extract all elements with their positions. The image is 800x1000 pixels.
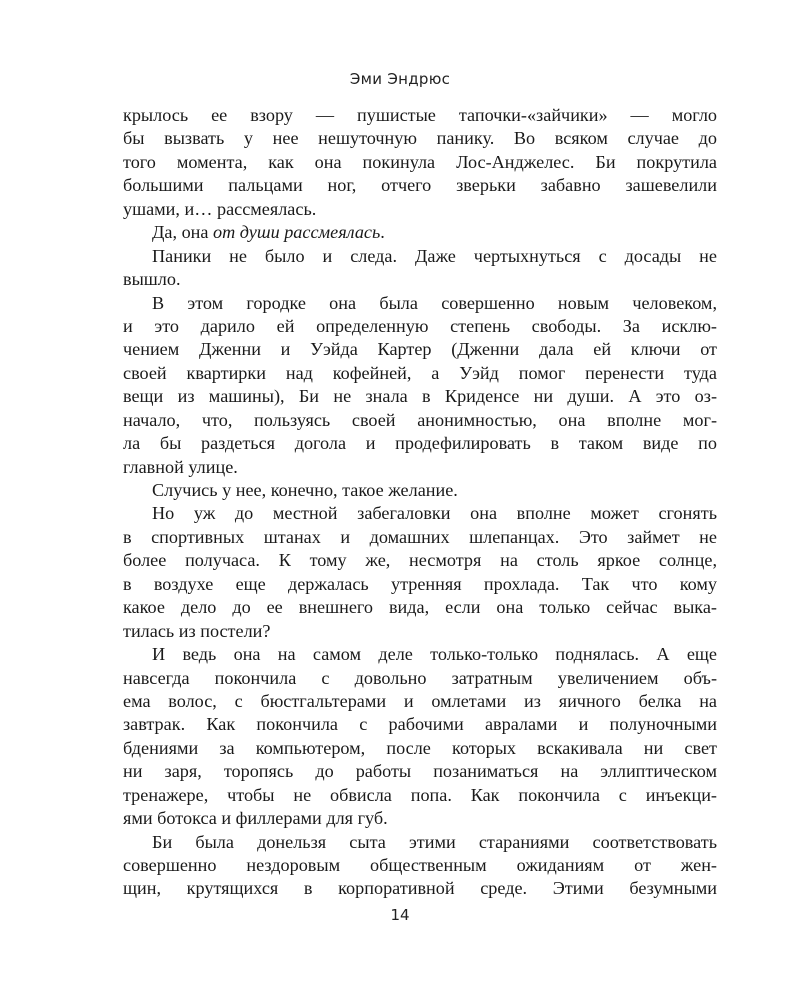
running-head: Эми Эндрюс xyxy=(349,70,451,88)
text-line xyxy=(123,784,717,807)
text-line xyxy=(123,151,717,174)
text-line-content: Но уж до местной забегаловки она вполне может сгонять xyxy=(152,503,717,524)
text-line-content: Паники не было и следа. Даже чертыхнуться с досады не xyxy=(152,245,717,266)
text-line-content: ла бы раздеться догола и продефилировать в таком виде по xyxy=(123,433,717,454)
text-line xyxy=(123,198,717,221)
text-line-content: вещи из машины), Би не знала в Криденсе ни души. А это оз- xyxy=(123,386,717,407)
text-line xyxy=(123,409,717,432)
text-line-content: бдениями за компьютером, после которых вскакивала ни свет xyxy=(123,737,717,758)
text-line xyxy=(123,596,717,619)
text-line xyxy=(123,362,717,385)
text-line-content: завтрак. Как покончила с рабочими авралами и полуночными xyxy=(123,714,717,735)
text-line xyxy=(123,807,717,830)
text-line xyxy=(123,549,717,572)
text-line xyxy=(123,174,717,197)
text-line xyxy=(123,338,717,361)
text-line-content: своей квартирки над кофейней, а Уэйд помог перенести туда xyxy=(123,362,717,383)
text-line-content: ушами, и… рассмеялась. xyxy=(123,198,317,219)
text-line xyxy=(123,245,717,268)
text-line-content: Случись у нее, конечно, такое желание. xyxy=(152,480,458,500)
text-line xyxy=(123,104,717,127)
italic-emphasis: от души рассмеялась xyxy=(213,222,381,243)
text-line xyxy=(123,526,717,549)
text-line-content: начало, что, пользуясь своей анонимностью, она вполне мог- xyxy=(123,409,717,430)
text-line xyxy=(123,620,717,643)
text-line-content: тренажере, чтобы не обвисла попа. Как покончила с инъекци- xyxy=(123,784,717,805)
text-line-content: совершенно нездоровым общественным ожиданиям от жен- xyxy=(123,855,717,875)
text-line-content: щин, крутящихся в корпоративной среде. Этими безумными xyxy=(123,878,717,899)
text-line-content: какое дело до ее внешнего вида, если она только сейчас выка- xyxy=(123,597,717,618)
text-line xyxy=(123,432,717,455)
text-line-content: бы вызвать у нее нешуточную панику. Во всяком случае до xyxy=(123,128,717,149)
text-line xyxy=(123,315,717,338)
text-line xyxy=(123,127,717,150)
text-line-content: большими пальцами ног, отчего зверьки забавно зашевелили xyxy=(123,175,717,196)
text-line xyxy=(123,479,717,502)
text-line-content: И ведь она на самом деле только-только поднялась. А еще xyxy=(152,644,717,665)
text-line-tail: . xyxy=(380,222,385,243)
text-line xyxy=(123,877,717,900)
text-line xyxy=(123,713,717,736)
text-line-content: тилась из постели? xyxy=(123,620,271,641)
text-line-content: того момента, как она покинула Лос-Анджелес. Би покрутила xyxy=(123,151,717,172)
text-line xyxy=(123,760,717,783)
text-line xyxy=(123,854,717,877)
text-line-content: ема волос, с бюстгальтерами и омлетами из яичного белка на xyxy=(123,690,717,711)
text-line-content: крылось ее взору — пушистые тапочки-«зайчики» — могло xyxy=(123,105,717,125)
text-line-content: в воздухе еще держалась утренняя прохлада. Так что кому xyxy=(123,573,717,594)
text-line-content: ни заря, торопясь до работы позаниматься на эллиптическом xyxy=(123,761,717,782)
body-text xyxy=(123,104,717,901)
text-line-content: навсегда покончила с довольно затратным увеличением объ- xyxy=(123,667,717,688)
text-line xyxy=(123,667,717,690)
text-line xyxy=(123,737,717,760)
text-line-content: главной улице. xyxy=(123,456,238,477)
text-line xyxy=(123,221,717,244)
text-line-content: чением Дженни и Уэйда Картер (Дженни дала ей ключи от xyxy=(123,339,717,360)
text-line xyxy=(123,502,717,525)
text-line-content: Би была донельзя сыта этими стараниями соответствовать xyxy=(152,831,717,852)
text-line-content: вышло. xyxy=(123,269,181,290)
text-line xyxy=(123,831,717,854)
text-line-content: в спортивных штанах и домашних шлепанцах. Это займет не xyxy=(123,526,717,547)
text-line xyxy=(123,456,717,479)
text-line-content: Да, она xyxy=(152,222,214,243)
text-line-content: В этом городке она была совершенно новым человеком, xyxy=(152,292,717,313)
text-line xyxy=(123,573,717,596)
text-line xyxy=(123,268,717,291)
text-line-content: и это дарило ей определенную степень свободы. За исклю- xyxy=(123,315,717,336)
text-line-content: более получаса. К тому же, несмотря на столь яркое солнце, xyxy=(123,550,717,571)
text-line xyxy=(123,385,717,408)
text-line xyxy=(123,690,717,713)
text-line-content: ями ботокса и филлерами для губ. xyxy=(123,808,388,829)
text-line xyxy=(123,292,717,315)
page-number: 14 xyxy=(390,906,410,924)
text-line xyxy=(123,643,717,666)
